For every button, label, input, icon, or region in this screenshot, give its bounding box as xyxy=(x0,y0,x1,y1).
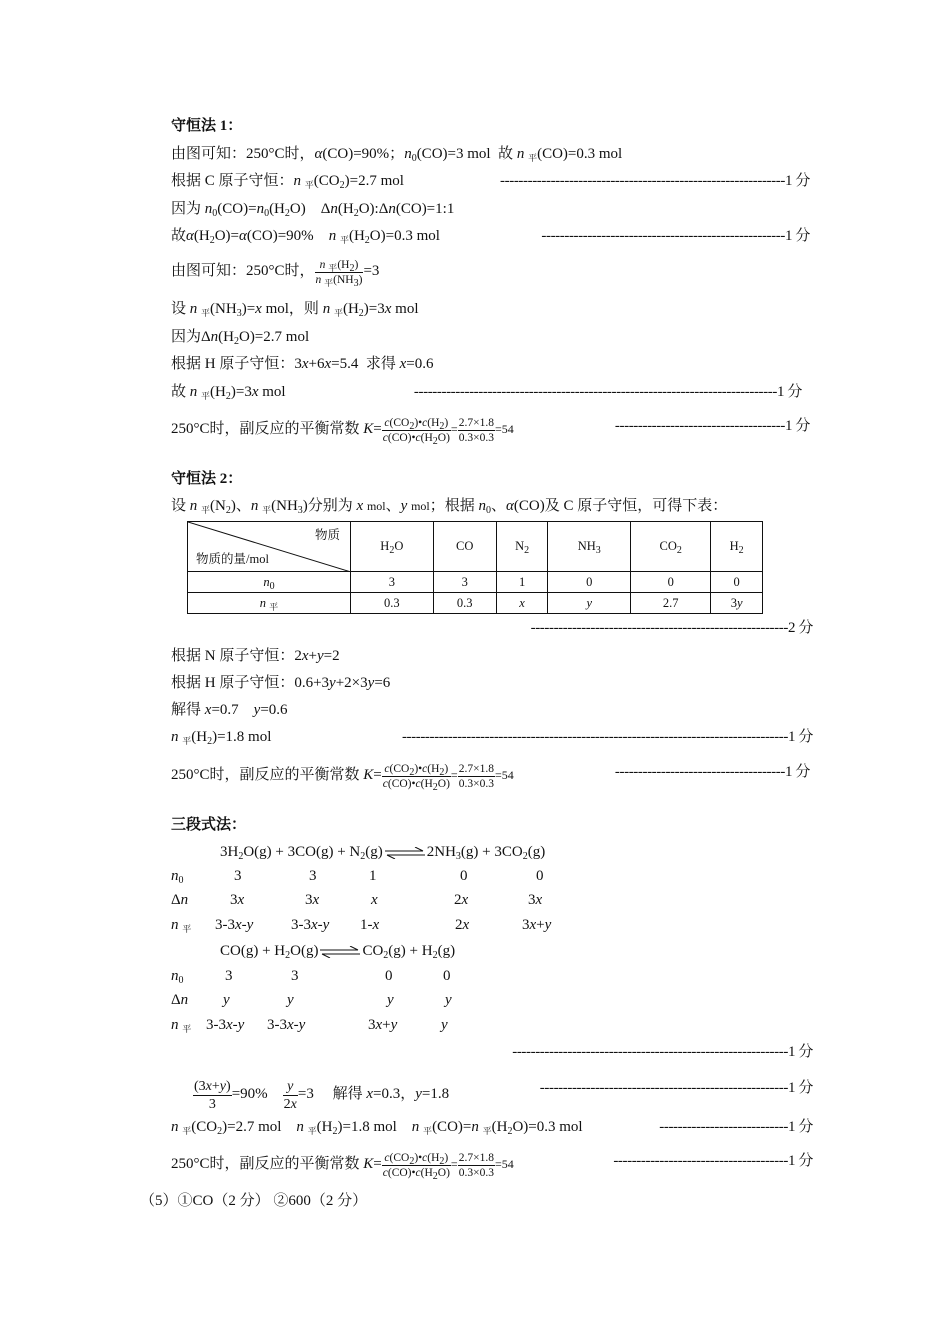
table-header: CO xyxy=(433,522,496,572)
table-cell: 2.7 xyxy=(631,593,711,614)
eq2-cell: 0 xyxy=(385,968,393,984)
equation-2: $CO(g) + H_2O(g) CO_2(g) + H_2(g)$ xyxy=(220,943,456,961)
method2-line-1: 根据 N 原子守恒：2x+y=2 xyxy=(171,648,340,664)
table-header: $N_2$ xyxy=(496,522,548,572)
eq1-cell: 3x+y xyxy=(522,917,552,933)
table-cell: 0.3 xyxy=(433,593,496,614)
method2-heading: 守恒法 2： xyxy=(171,471,243,487)
equation-1: $3H_2O(g) + 3CO(g) + N_2(g) 2NH_3(g) + 3CO_2(g)$ xyxy=(220,844,546,862)
table-cell: 3y xyxy=(711,593,763,614)
eq1-cell: 3 xyxy=(234,868,242,884)
table-corner-top: 物质 xyxy=(314,528,340,542)
table-row xyxy=(188,572,763,593)
method1-line-4: 故$\alpha(H_2O)=\alpha(CO)=90\%$ n $_平(H_2O)=0.3$ mol xyxy=(171,228,440,246)
eq2-cell: 3x+y xyxy=(368,1017,398,1033)
table-cell: 1 xyxy=(496,572,548,593)
eq1-cell: 1 xyxy=(369,868,377,884)
score-line: -----------------------------------------------------1 分 xyxy=(541,228,810,244)
eq1-row-label: Δn xyxy=(171,892,189,908)
eq1-row-label: $n_0$ xyxy=(171,868,184,886)
method2-intro: 设 n $_平(N_2)$、n $_平(NH_3)$分别为 x mol、y mol；根据 $n_0$、α(CO)及 C 原子守恒，可得下表： xyxy=(171,498,728,516)
eq1-cell: 1-x xyxy=(360,917,380,933)
table-row xyxy=(188,593,763,614)
method2-k-line: 250°C时，副反应的平衡常数 K= $\frac{c(CO_2)•c(H_2)}{c(CO)•c(H_2O)}$ = $\frac{2.7\times 1.8}{0.3\times 0.3}$ =54 xyxy=(171,763,514,793)
eq2-cell: y xyxy=(387,992,394,1008)
eq2-cell: y xyxy=(445,992,452,1008)
score-line: ------------------------------------------------------------1 分 xyxy=(512,1044,813,1060)
method2-line-2: 根据 H 原子守恒：0.6+3y+2×3y=6 xyxy=(171,675,391,691)
method1-line-7: 因为$\Delta n(H_2O)=2.7$ mol xyxy=(171,329,310,347)
table-header: $NH_3$ xyxy=(548,522,631,572)
eq2-row-label: n $_平$ xyxy=(171,1017,192,1034)
table-cell: 3 xyxy=(433,572,496,593)
table-header: $H_2O$ xyxy=(351,522,434,572)
eq1-cell: 2x xyxy=(454,892,469,908)
eq2-cell: 3-3x-y xyxy=(267,1017,306,1033)
answer-5: （5）①CO（2 分） ②600（2 分） xyxy=(140,1193,368,1209)
equilibrium-arrow-icon xyxy=(385,847,425,859)
score-line: ------------------------------------------------------------------------------------1 分 xyxy=(401,729,813,745)
eq1-cell: 2x xyxy=(455,917,470,933)
score-line: ------------------------------------------------------1 分 xyxy=(539,1080,813,1096)
method1-k-line: 250°C时，副反应的平衡常数 K= $\frac{c(CO_2)•c(H_2)}{c(CO)•c(H_2O)}$ = $\frac{2.7\times 1.8}{0.3\times 0.3}$ =54 xyxy=(171,417,514,447)
eq1-cell: 3x xyxy=(305,892,320,908)
score-line: --------------------------------------------------------2 分 xyxy=(530,620,813,636)
table-cell: 3 xyxy=(351,572,434,593)
table-cell: 0.3 xyxy=(351,593,434,614)
score-line: -------------------------------------1 分 xyxy=(614,764,810,780)
method3-heading: 三段式法： xyxy=(171,817,247,833)
method1-line-5: 由图可知：250°C时， $\frac{n _平(H_2)}{n _平(NH_3)}$ =3 xyxy=(171,259,380,289)
eq2-row-label: $n_0$ xyxy=(171,968,184,986)
data-table xyxy=(187,521,763,614)
eq2-row-label: Δn xyxy=(171,992,189,1008)
eq1-cell: 0 xyxy=(536,868,544,884)
method1-line-8: 根据 H 原子守恒：3x+6x=5.4 求得 x=0.6 xyxy=(171,356,434,372)
score-line: --------------------------------------------------------------1 分 xyxy=(500,173,810,189)
eq1-cell: 3-3x-y xyxy=(215,917,254,933)
table-cell: y xyxy=(548,593,631,614)
table-row-label: $n_0$ xyxy=(188,572,351,593)
method3-k-line: 250°C时，副反应的平衡常数 K= $\frac{c(CO_2)•c(H_2)}{c(CO)•c(H_2O)}$ = $\frac{2.7\times 1.8}{0.3\times 0.3}$ =54 xyxy=(171,1152,514,1182)
eq1-row-label: n $_平$ xyxy=(171,917,192,934)
method1-line-1: 由图可知：250°C时，α(CO)=90%；$n_0(CO)=3$ mol 故 n $_平$(CO)=0.3 mol xyxy=(171,146,623,164)
method3-fraction-line: $\frac{(3x+y)}{3}$ =90% $\frac{y}{2x}$ =3 解得 x=0.3，y=1.8 xyxy=(194,1079,450,1112)
table-corner-cell xyxy=(188,522,351,572)
eq1-cell: 0 xyxy=(460,868,468,884)
eq2-cell: 3 xyxy=(225,968,233,984)
table-cell: x xyxy=(496,593,548,614)
method2-line-4: n $_平(H_2)=1.8$ mol xyxy=(171,729,272,747)
table-header: $H_2$ xyxy=(711,522,763,572)
method1-line-9: 故 n $_平(H_2)=3x$ mol xyxy=(171,384,286,402)
score-line: ----------------------------1 分 xyxy=(659,1119,813,1135)
eq1-cell: 3-3x-y xyxy=(291,917,330,933)
eq2-cell: y xyxy=(441,1017,448,1033)
eq2-cell: 0 xyxy=(443,968,451,984)
eq1-cell: x xyxy=(371,892,378,908)
method3-final-line: n $_平(CO_2)=2.7$ mol n $_平(H_2)=1.8$ mol n $_平$(CO)=n $_平(H_2O)=0.3$ mol xyxy=(171,1119,583,1137)
eq2-cell: y xyxy=(223,992,230,1008)
equilibrium-arrow-icon xyxy=(320,946,360,958)
method1-heading: 守恒法 1： xyxy=(171,118,243,134)
eq1-cell: 3x xyxy=(528,892,543,908)
eq2-cell: 3-3x-y xyxy=(206,1017,245,1033)
score-line: -------------------------------------------------------------------------------1 分 xyxy=(413,384,802,400)
eq1-cell: 3x xyxy=(230,892,245,908)
table-row-label: n $_平$ xyxy=(188,593,351,614)
method2-line-3: 解得 x=0.7 y=0.6 xyxy=(171,702,288,718)
score-line: --------------------------------------1 分 xyxy=(613,1153,813,1169)
method1-line-2: 根据 C 原子守恒：n $_平(CO_2)=2.7$ mol xyxy=(171,173,404,191)
table-header: $CO_2$ xyxy=(631,522,711,572)
table-cell: 0 xyxy=(548,572,631,593)
table-cell: 0 xyxy=(711,572,763,593)
score-line: -------------------------------------1 分 xyxy=(614,418,810,434)
table-cell: 0 xyxy=(631,572,711,593)
eq2-cell: y xyxy=(287,992,294,1008)
method1-line-6: 设 n $_平(NH_3)=x$ mol，则 n $_平(H_2)=3x$ mol xyxy=(171,301,419,319)
table-corner-bottom: 物质的量/mol xyxy=(196,552,269,566)
eq2-cell: 3 xyxy=(291,968,299,984)
eq1-cell: 3 xyxy=(309,868,317,884)
method1-line-3: 因为 $n_0(CO)=n_0(H_2O)$ $\Delta n(H_2O):\Delta n(CO)=1:1$ xyxy=(171,201,455,219)
